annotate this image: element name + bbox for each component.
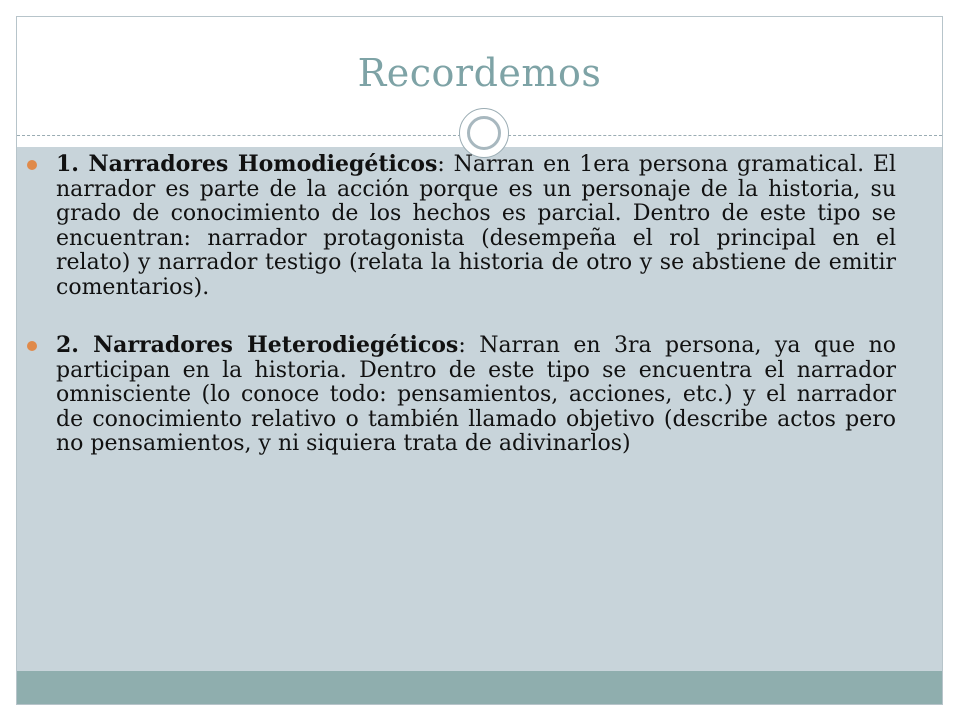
point-term: 2. Narradores Heterodiegéticos [56,332,459,358]
bullet-point-1 [56,152,896,300]
point-term: 1. Narradores Homodiegéticos [56,151,438,177]
point-text: Narran en 1era persona gramatical. El narrador es parte de la acción porque es un personaje de la historia, su grado de conocimiento de los hechos es parcial. Dentro de este tipo se encuentran: narrador protagonista (desempeña el rol principal en el relato) y narrador testigo (relata la historia de otro y se abstiene de emitir comentarios). [56,152,897,300]
slide-title: Recordemos [357,51,602,95]
point-separator: : [458,333,480,358]
slide-content [56,152,896,490]
bullet-point-2 [56,333,896,457]
ring-ornament-icon [459,108,509,158]
footer-bar [17,671,942,704]
bullet-dot-icon [27,160,37,170]
bullet-dot-icon [27,341,37,351]
point-text: Narran en 3ra persona, ya que no participan en la historia. Dentro de este tipo se encuentra el narrador omnisciente (lo conoce todo: pensamientos, acciones, etc.) y el narrador de conocimiento relativo o también llamado objetivo (describe actos pero no pensamientos, y ni siquiera trata de adivinarlos) [56,333,897,456]
ring-inner-circle [467,116,501,150]
point-separator: : [437,152,454,177]
